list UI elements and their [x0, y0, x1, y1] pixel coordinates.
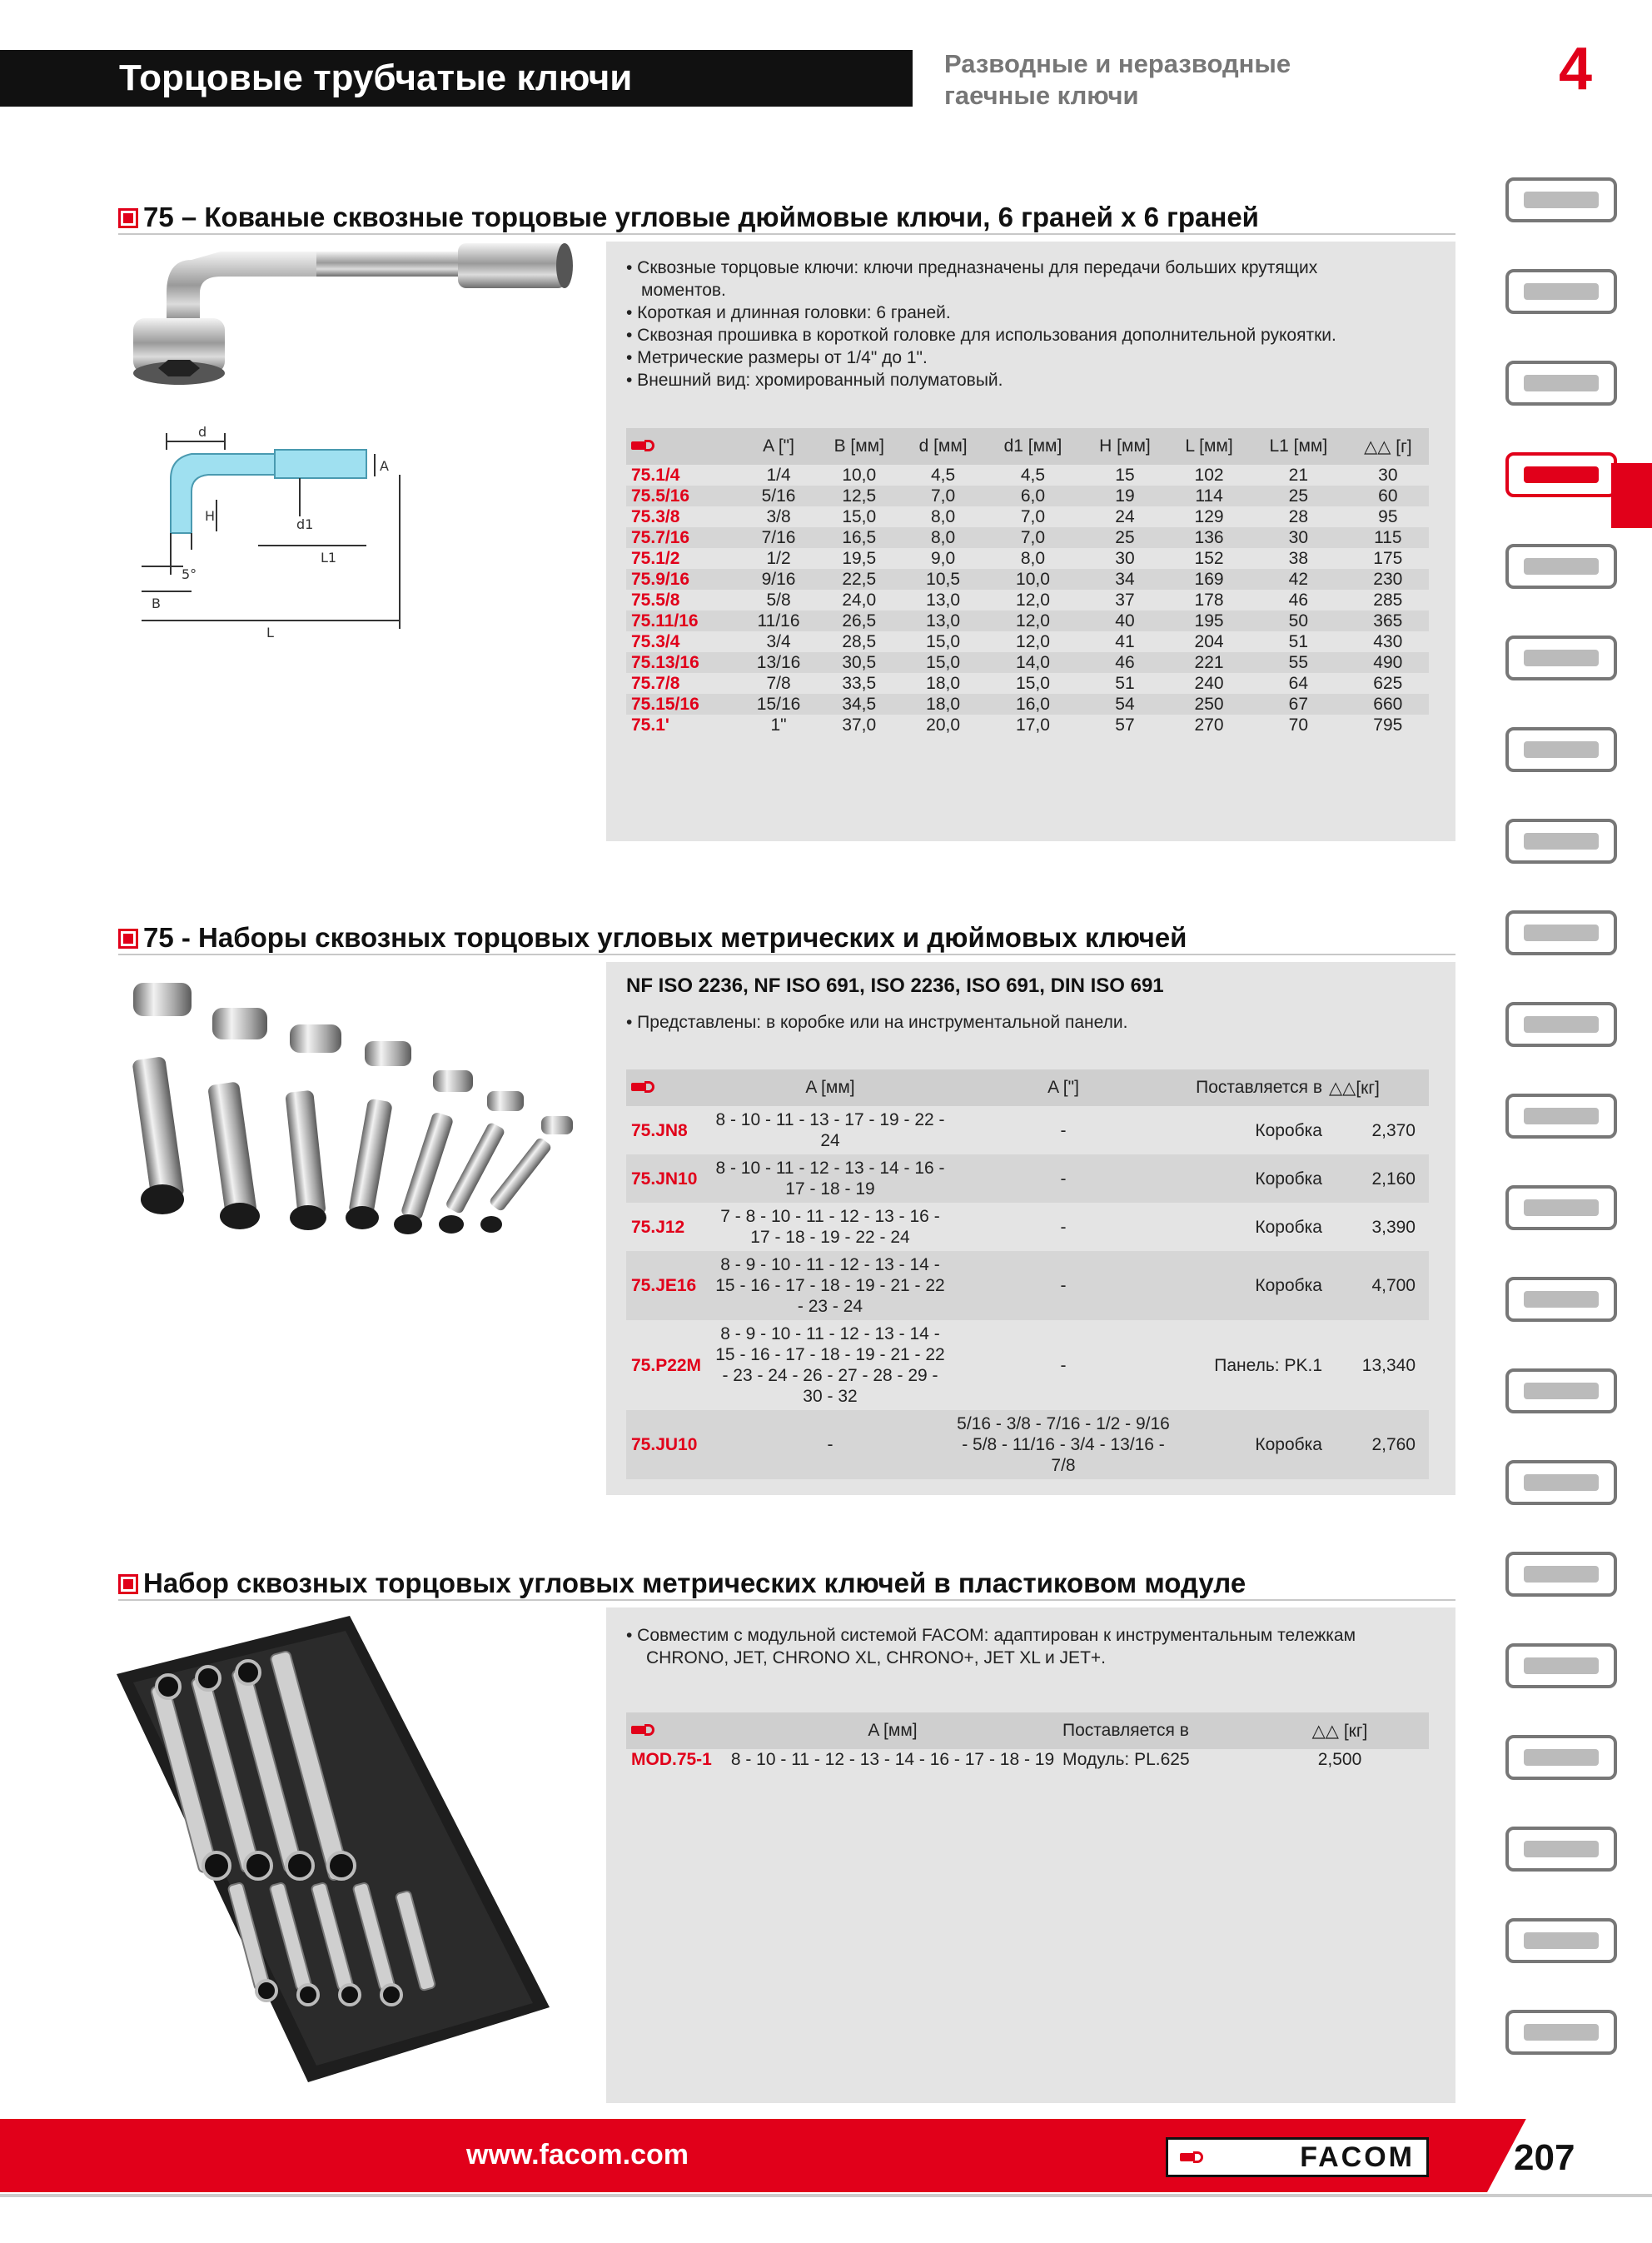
column-header: Поставляется в — [1176, 1069, 1326, 1106]
reference-cell: MOD.75-1 — [631, 1750, 712, 1769]
table-cell: 15/16 — [741, 694, 817, 715]
table-cell: 3,390 — [1371, 1217, 1416, 1237]
table-cell: 4,700 — [1326, 1251, 1429, 1320]
table-cell: Панель: PK.1 — [1214, 1355, 1322, 1375]
table-cell: 12,0 — [1016, 591, 1050, 610]
reference-icon — [631, 440, 659, 451]
table-row — [626, 652, 1429, 673]
table-cell: 34 — [1082, 569, 1168, 590]
bullet-line: • Сквозная прошивка в короткой головке для использования дополнительной рукоятки. — [626, 326, 1336, 345]
table-cell: 204 — [1194, 632, 1224, 651]
table-cell: 19 — [1082, 486, 1168, 506]
table-cell: - — [1060, 1120, 1067, 1140]
table-cell: 7 - 8 - 10 - 11 - 12 - 13 - 16 - 17 - 18 - 19 - 22 - 24 — [720, 1207, 940, 1247]
ratchet-icon[interactable] — [1499, 621, 1624, 695]
section3-heading — [118, 1568, 1246, 1599]
table-cell: 1/4 — [766, 466, 791, 485]
column-header — [1347, 428, 1429, 465]
table-cell: 26,5 — [816, 611, 902, 631]
clamp-icon[interactable] — [1499, 1720, 1624, 1795]
tool-cabinet-icon[interactable] — [1499, 254, 1624, 329]
table-cell: 40 — [1082, 611, 1168, 631]
table-cell: 175 — [1373, 549, 1403, 568]
weight-unit: [кг] — [1356, 1078, 1380, 1098]
reference-cell: 75.1/2 — [631, 549, 680, 568]
puller-icon[interactable] — [1499, 1170, 1624, 1245]
hacksaw-icon[interactable] — [1499, 1079, 1624, 1154]
table-cell: Коробка — [1176, 1410, 1326, 1479]
column-header — [1251, 1712, 1429, 1749]
reference-cell: 75.JN10 — [626, 1154, 709, 1203]
table-cell: 34,5 — [816, 694, 902, 715]
table-cell: Коробка — [1255, 1217, 1322, 1237]
reference-cell: 75.J12 — [631, 1217, 685, 1237]
table-cell: 20,0 — [926, 715, 961, 735]
bullet-square-icon — [118, 929, 138, 949]
weight-icon: △△ — [1311, 1721, 1339, 1741]
table-cell: 2,160 — [1326, 1154, 1429, 1203]
table-row — [626, 569, 1429, 590]
table-cell: 1" — [770, 715, 787, 735]
drawer-icon[interactable] — [1499, 346, 1624, 421]
table-row — [626, 631, 1429, 652]
reference-cell: 75.7/16 — [626, 527, 741, 548]
table-cell: 2,500 — [1317, 1750, 1362, 1769]
table-cell: 33,5 — [842, 674, 877, 693]
reference-cell: 75.11/16 — [626, 611, 741, 631]
table-cell: 7,0 — [984, 527, 1082, 548]
table-cell: 18,0 — [902, 694, 984, 715]
table-cell: 5/8 — [766, 591, 791, 610]
table-row — [626, 673, 1429, 694]
table-cell: 21 — [1288, 466, 1309, 485]
column-header: A [мм] — [709, 1069, 951, 1106]
table-cell: Коробка — [1255, 1120, 1322, 1140]
table-cell: 7/16 — [741, 527, 817, 548]
section2-heading — [118, 922, 1187, 954]
brand-logo — [1166, 2137, 1429, 2177]
column-header: d1 [мм] — [984, 428, 1082, 465]
table-cell: 129 — [1194, 507, 1224, 526]
table-cell: 70 — [1288, 715, 1309, 735]
airplane-icon[interactable] — [1499, 1995, 1624, 2070]
table-cell: - — [1060, 1217, 1067, 1237]
table-cell: 6,0 — [984, 486, 1082, 506]
table-cell: - — [951, 1251, 1176, 1320]
hammer-icon[interactable] — [1499, 987, 1624, 1062]
reference-cell: 75.JU10 — [626, 1410, 709, 1479]
column-header: A [мм] — [726, 1712, 1059, 1749]
reference-cell: 75.JN8 — [631, 1120, 688, 1140]
column-header: H [мм] — [1082, 428, 1168, 465]
tape-measure-icon[interactable] — [1499, 895, 1624, 970]
diagram-label-a: A — [380, 458, 389, 474]
table-cell: 51 — [1288, 632, 1309, 651]
diagram-label-angle: 5° — [182, 566, 197, 582]
table-cell: 4,5 — [1020, 466, 1046, 485]
dimension-diagram — [133, 425, 450, 650]
table-cell: 115 — [1347, 527, 1429, 548]
table-cell: 285 — [1373, 591, 1403, 610]
brand-name: FACOM — [1300, 2141, 1415, 2173]
table-cell: 17,0 — [1016, 715, 1050, 735]
diagram-label-l1: L1 — [321, 550, 337, 566]
bullet-line: • Представлены: в коробке или на инструментальной панели. — [626, 1013, 1128, 1032]
table-cell: Коробка — [1176, 1251, 1326, 1320]
column-header: Поставляется в — [1059, 1712, 1251, 1749]
section2-divider — [118, 954, 1455, 955]
section3-divider — [118, 1599, 1455, 1601]
bullet-line: • Метрические размеры от 1/4" до 1". — [626, 348, 928, 367]
reference-cell: 75.1' — [631, 715, 669, 735]
table-cell: 195 — [1168, 611, 1250, 631]
table-cell: 660 — [1347, 694, 1429, 715]
table-cell: 2,370 — [1371, 1120, 1416, 1140]
table-row — [626, 1203, 1429, 1251]
table-cell: 102 — [1194, 466, 1224, 485]
table-row — [626, 1749, 1429, 1770]
reference-cell: 75.13/16 — [626, 652, 741, 673]
diagram-label-l: L — [266, 625, 274, 641]
table-cell: 30,5 — [816, 652, 902, 673]
table-row — [626, 1154, 1429, 1203]
table-cell: 240 — [1194, 674, 1224, 693]
car-icon[interactable] — [1499, 1812, 1624, 1887]
column-header: A ["] — [741, 428, 817, 465]
table-cell: 12,5 — [816, 486, 902, 506]
logo-mark-icon — [1180, 2151, 1208, 2163]
reference-column-header — [626, 1712, 726, 1749]
table-row — [626, 611, 1429, 631]
section2-bullet — [626, 1011, 1127, 1034]
table-cell: - — [951, 1154, 1176, 1203]
table-cell: 55 — [1250, 652, 1347, 673]
table-cell: 18,0 — [926, 674, 961, 693]
table-cell: 270 — [1194, 715, 1224, 735]
table-row — [626, 548, 1429, 569]
table-cell: 13,340 — [1361, 1355, 1416, 1375]
table-cell: 430 — [1373, 632, 1403, 651]
table-cell: 3/4 — [766, 632, 791, 651]
table-cell: 54 — [1082, 694, 1168, 715]
table-row — [626, 1410, 1429, 1479]
table-cell: 41 — [1115, 632, 1135, 651]
table-cell: 795 — [1373, 715, 1403, 735]
weight-icon: △△ — [1329, 1078, 1356, 1098]
subtitle-line-2: гаечные ключи — [944, 81, 1139, 110]
impact-wrench-icon[interactable] — [1499, 1353, 1624, 1428]
weight-unit: [кг] — [1343, 1721, 1368, 1741]
standards-line: NF ISO 2236, NF ISO 691, ISO 2236, ISO 691, DIN ISO 691 — [626, 974, 1164, 997]
table-cell: 114 — [1168, 486, 1250, 506]
diagram-label-b: B — [152, 596, 161, 611]
table-row — [626, 590, 1429, 611]
table-cell: 22,5 — [816, 569, 902, 590]
bullet-line: • Короткая и длинная головки: 6 граней. — [626, 303, 951, 322]
table-cell: 50 — [1250, 611, 1347, 631]
table-cell: 15,0 — [902, 652, 984, 673]
table-cell: 365 — [1347, 611, 1429, 631]
column-header: A ["] — [951, 1069, 1176, 1106]
column-header: L [мм] — [1168, 428, 1250, 465]
table-cell: 169 — [1168, 569, 1250, 590]
table-cell: 13,0 — [902, 611, 984, 631]
table-row — [626, 465, 1429, 486]
table-cell: 230 — [1347, 569, 1429, 590]
subtitle-line-1: Разводные и неразводные — [944, 49, 1291, 78]
table-header-row — [626, 1712, 1429, 1749]
tester-icon[interactable] — [1499, 1262, 1624, 1337]
chapter-subtitle — [944, 48, 1411, 112]
table-cell: 11/16 — [741, 611, 817, 631]
plastic-module-image — [117, 1616, 550, 2082]
table-cell: 12,0 — [1016, 632, 1050, 651]
table-cell: 42 — [1250, 569, 1347, 590]
table-cell: 221 — [1168, 652, 1250, 673]
reference-cell: 75.3/8 — [631, 507, 680, 526]
table-cell: 28,5 — [842, 632, 877, 651]
screwdriver-icon[interactable] — [1499, 712, 1624, 787]
table-cell: 30 — [1250, 527, 1347, 548]
bullet-line: • Совместим с модульной системой FACOM: адаптирован к инструментальным тележкам — [626, 1626, 1356, 1645]
diagram-label-d1: d1 — [296, 516, 314, 532]
table-cell: 5/16 - 3/8 - 7/16 - 1/2 - 9/16 - 5/8 - 11/16 - 3/4 - 13/16 - 7/8 — [951, 1410, 1176, 1479]
table-cell: 46 — [1288, 591, 1309, 610]
table-cell: Модуль: PL.625 — [1062, 1750, 1190, 1769]
table-cell: 16,5 — [816, 527, 902, 548]
section3-panel — [606, 1607, 1455, 2103]
table-cell: 60 — [1347, 486, 1429, 506]
reference-cell: 75.15/16 — [626, 694, 741, 715]
column-header — [1326, 1069, 1429, 1106]
table-cell: 625 — [1373, 674, 1403, 693]
table-cell: 152 — [1194, 549, 1224, 568]
table-cell: 8,0 — [1020, 549, 1046, 568]
table-cell: 30 — [1378, 466, 1398, 485]
electrical-icon[interactable] — [1499, 1628, 1624, 1703]
section3-title: Набор сквозных торцовых угловых метрических ключей в пластиковом модуле — [143, 1568, 1246, 1598]
table-cell: 5/16 — [741, 486, 817, 506]
weight-unit: [г] — [1396, 436, 1412, 456]
vise-icon[interactable] — [1499, 1445, 1624, 1520]
reference-column-header — [626, 1069, 709, 1106]
section2-table-body — [626, 1106, 1429, 1479]
table-cell: 51 — [1115, 674, 1135, 693]
section3-bullets — [626, 1624, 1356, 1669]
table-cell: 1/2 — [766, 549, 791, 568]
section1-heading — [118, 202, 1259, 233]
reference-icon — [631, 1081, 659, 1093]
footer-rule — [0, 2194, 1652, 2197]
table-header-row — [626, 1069, 1429, 1106]
table-cell: 8 - 10 - 11 - 13 - 17 - 19 - 22 - 24 — [715, 1110, 945, 1150]
reference-icon — [631, 1724, 659, 1736]
table-row — [626, 1106, 1429, 1154]
reference-column-header — [626, 428, 741, 465]
table-cell: 178 — [1194, 591, 1224, 610]
table-row — [626, 1251, 1429, 1320]
table-cell: 7,0 — [1020, 507, 1046, 526]
page-title: Торцовые трубчатые ключи — [0, 50, 913, 107]
weight-icon: △△ — [1364, 436, 1391, 456]
page-number: 207 — [1514, 2137, 1575, 2178]
table-cell: 136 — [1168, 527, 1250, 548]
truck-icon[interactable] — [1499, 1903, 1624, 1978]
table-cell: 25 — [1082, 527, 1168, 548]
table-cell: 8 - 9 - 10 - 11 - 12 - 13 - 14 - 15 - 16 - 17 - 18 - 19 - 21 - 22 - 23 - 24 — [709, 1251, 951, 1320]
table-row — [626, 1320, 1429, 1410]
table-cell: 250 — [1168, 694, 1250, 715]
table-cell: 19,5 — [842, 549, 877, 568]
reference-cell: 75.JE16 — [626, 1251, 709, 1320]
table-cell: 46 — [1082, 652, 1168, 673]
reference-cell: 75.5/16 — [626, 486, 741, 506]
table-cell: 30 — [1115, 549, 1135, 568]
socket-icon[interactable] — [1499, 529, 1624, 604]
table-cell: 490 — [1347, 652, 1429, 673]
bullet-line: • Сквозные торцовые ключи: ключи предназначены для передачи больших крутящих — [626, 258, 1318, 277]
table-cell: 15,0 — [842, 507, 877, 526]
column-header: B [мм] — [816, 428, 902, 465]
section1-table-body — [626, 465, 1429, 735]
table-cell: 67 — [1250, 694, 1347, 715]
toolbox-icon[interactable] — [1499, 162, 1624, 237]
table-cell: 8,0 — [902, 527, 984, 548]
table-cell: 37 — [1115, 591, 1135, 610]
table-cell: 4,5 — [931, 466, 956, 485]
table-cell: 95 — [1378, 507, 1398, 526]
bullet-line: CHRONO, JET, CHRONO XL, CHRONO+, JET XL и JET+. — [646, 1648, 1106, 1667]
wrench-set-image — [108, 974, 591, 1258]
bullet-square-icon — [118, 208, 138, 228]
table-cell: 15,0 — [1016, 674, 1050, 693]
table-cell: 7/8 — [766, 674, 791, 693]
table-cell: 13/16 — [741, 652, 817, 673]
table-row — [626, 694, 1429, 715]
table-cell: - — [1060, 1355, 1067, 1375]
table-cell: 24 — [1115, 507, 1135, 526]
table-row — [626, 527, 1429, 548]
table-cell: Коробка — [1176, 1154, 1326, 1203]
chapter-number: 4 — [1559, 36, 1593, 102]
table-cell: 38 — [1288, 549, 1309, 568]
section2-title: 75 - Наборы сквозных торцовых угловых метрических и дюймовых ключей — [143, 922, 1187, 953]
table-cell: 10,0 — [842, 466, 877, 485]
table-cell: - — [709, 1410, 951, 1479]
section3-table — [626, 1712, 1429, 1770]
table-cell: 2,760 — [1326, 1410, 1429, 1479]
table-cell: 37,0 — [842, 715, 877, 735]
table-cell: 3/8 — [766, 507, 791, 526]
table-cell: 9/16 — [741, 569, 817, 590]
table-cell: 10,5 — [902, 569, 984, 590]
table-cell: 8 - 10 - 11 - 12 - 13 - 14 - 16 - 17 - 18 - 19 — [730, 1750, 1055, 1769]
reference-cell: 75.P22M — [631, 1355, 702, 1375]
reference-cell: 75.7/8 — [631, 674, 680, 693]
table-cell: 12,0 — [984, 611, 1082, 631]
table-cell: 8 - 9 - 10 - 11 - 12 - 13 - 14 - 15 - 16 - 17 - 18 - 19 - 21 - 22 - 23 - 24 - 26 - 27 - 28 - 29 - 30 - 32 — [715, 1324, 945, 1406]
table-cell: 28 — [1288, 507, 1309, 526]
reference-cell: 75.1/4 — [631, 466, 680, 485]
safety-icon[interactable] — [1499, 1537, 1624, 1612]
table-cell: 15,0 — [926, 632, 961, 651]
section1-table — [626, 428, 1429, 735]
table-cell: 9,0 — [931, 549, 956, 568]
table-row — [626, 506, 1429, 527]
bullet-square-icon — [118, 1574, 138, 1594]
table-cell: 57 — [1115, 715, 1135, 735]
table-cell: 14,0 — [984, 652, 1082, 673]
column-header: L1 [мм] — [1250, 428, 1347, 465]
table-cell: 7,0 — [902, 486, 984, 506]
section1-bullets — [626, 257, 1336, 391]
table-cell: 8 - 10 - 11 - 12 - 13 - 14 - 16 - 17 - 18 - 19 — [709, 1154, 951, 1203]
table-cell: 64 — [1288, 674, 1309, 693]
reference-cell: 75.3/4 — [631, 632, 680, 651]
table-row — [626, 715, 1429, 735]
table-cell: 16,0 — [984, 694, 1082, 715]
pliers-icon[interactable] — [1499, 804, 1624, 879]
section2-table — [626, 1069, 1429, 1479]
bullet-line: моментов. — [641, 281, 726, 300]
website-link[interactable]: www.facom.com — [466, 2139, 689, 2171]
table-cell: 15 — [1115, 466, 1135, 485]
diagram-label-d: d — [198, 425, 207, 440]
table-cell: 25 — [1250, 486, 1347, 506]
wrench-icon[interactable] — [1499, 437, 1624, 512]
table-cell: 13,0 — [926, 591, 961, 610]
bullet-line: • Внешний вид: хромированный полуматовый. — [626, 371, 1003, 390]
diagram-label-h: H — [205, 508, 216, 524]
column-header: d [мм] — [902, 428, 984, 465]
table-cell: 8,0 — [931, 507, 956, 526]
section1-title: 75 – Кованые сквозные торцовые угловые дюймовые ключи, 6 граней x 6 граней — [143, 202, 1259, 232]
table-header-row — [626, 428, 1429, 465]
table-cell: 24,0 — [842, 591, 877, 610]
table-row — [626, 486, 1429, 506]
section3-table-body — [626, 1749, 1429, 1770]
reference-cell: 75.9/16 — [626, 569, 741, 590]
table-cell: 10,0 — [984, 569, 1082, 590]
angled-wrench-image — [108, 235, 600, 393]
reference-cell: 75.5/8 — [631, 591, 680, 610]
